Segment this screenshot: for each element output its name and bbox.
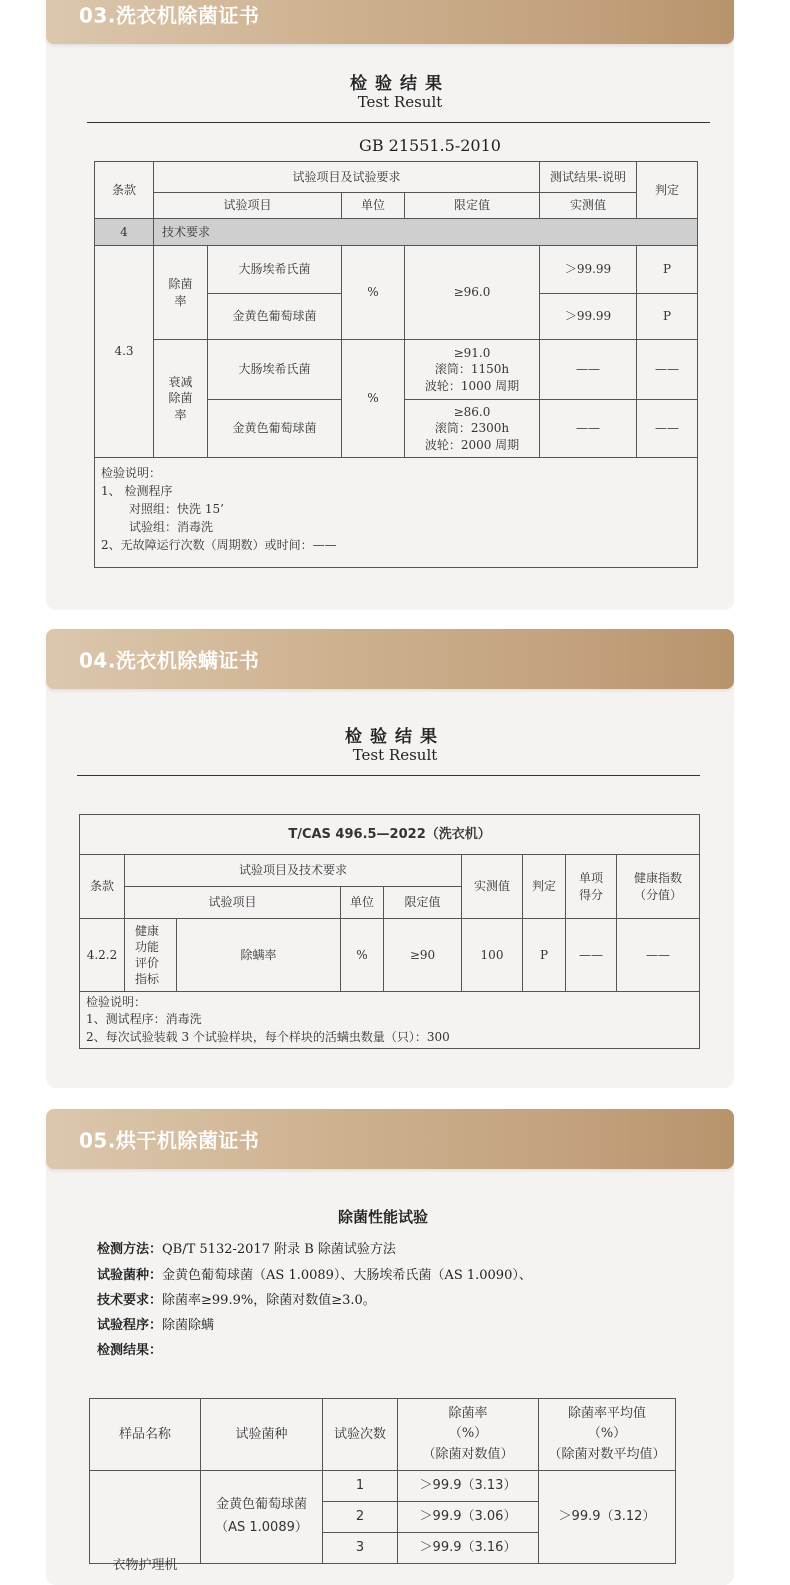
- s03-h-no: 条款: [95, 162, 154, 219]
- s04-judge: P: [523, 919, 566, 992]
- s03-limit-1: ≥96.0: [405, 246, 540, 340]
- s04-standard: T/CAS 496.5—2022（洗衣机）: [80, 815, 700, 855]
- s04-title: 检验结果: [345, 727, 445, 747]
- s03-tech-label: 技术要求: [154, 219, 698, 246]
- s03-limit-2c: 波轮：1000 周期: [424, 378, 520, 393]
- s04-h-health: [617, 855, 700, 919]
- s05-table: [89, 1398, 676, 1574]
- s03-tech-no: 4: [95, 219, 154, 246]
- s05-h-rate-c: （除菌对数值）: [422, 1446, 514, 1462]
- s05-prog-label: 试验程序：: [97, 1318, 163, 1333]
- s04-note-3: 2、每次试验装载 3 个试验样块，每个样块的活螨虫数量（只）：300: [86, 1029, 450, 1044]
- s05-h-rate-b: （%）: [448, 1426, 488, 1442]
- section-03-header-text: 03.洗衣机除菌证书: [79, 3, 260, 28]
- s04-h-single-a: 单项: [578, 871, 603, 886]
- s04-h-items-req: 试验项目及技术要求: [125, 855, 462, 887]
- s03-ecoli-2: 大肠埃希氏菌: [208, 340, 342, 400]
- s03-note-4: 试验组：消毒洗: [129, 520, 214, 534]
- s05-strain-cell: [201, 1471, 323, 1564]
- s04-unit: %: [341, 919, 384, 992]
- s05-sample: [90, 1471, 201, 1574]
- s05-result-label: 检测结果：: [97, 1343, 163, 1358]
- s03-notes: [95, 458, 698, 568]
- s05-strain-row: [97, 1264, 532, 1283]
- section-04-header: [46, 629, 734, 689]
- s03-group1: 除菌率: [154, 246, 208, 340]
- s04-note-2: 1、测试程序：消毒洗: [86, 1012, 202, 1027]
- s04-h-unit: 单位: [341, 887, 384, 919]
- s05-count-3: 3: [323, 1533, 398, 1564]
- s04-h-health-b: （分值）: [634, 887, 683, 902]
- s03-note-1: 检验说明：: [101, 466, 162, 480]
- s04-h-single: [566, 855, 617, 919]
- s03-result-2: ＞99.99: [540, 294, 637, 340]
- s03-unit-2: %: [342, 340, 405, 458]
- s05-req: 除菌率≥99.9%，除菌对数值≥3.0。: [162, 1293, 376, 1308]
- section-05-header: [46, 1109, 734, 1169]
- s03-staph-2: 金黄色葡萄球菌: [208, 400, 342, 458]
- s04-notes: [80, 992, 700, 1049]
- section-03-header: [46, 0, 734, 44]
- s03-limit-3b: 滚筒：2300h: [434, 421, 510, 436]
- s04-limit: ≥90: [384, 919, 462, 992]
- s03-note-3: 对照组：快洗 15’: [129, 502, 224, 516]
- s03-group2: 衰减除菌率: [154, 340, 208, 458]
- s03-judge-1: P: [637, 246, 698, 294]
- s03-h-items-req: 试验项目及试验要求: [154, 162, 540, 193]
- s03-h-judge: 判定: [637, 162, 698, 219]
- s04-single-score: ——: [566, 919, 617, 992]
- s03-standard: GB 21551.5-2010: [359, 136, 501, 155]
- s05-result-row: [97, 1339, 162, 1358]
- s05-rate-3: ＞99.9（3.16）: [398, 1533, 539, 1564]
- s05-method-label: 检测方法：: [97, 1242, 163, 1257]
- s03-note-2: 1、 检测程序: [101, 484, 173, 498]
- s03-h-unit: 单位: [342, 193, 405, 219]
- s05-title: 除菌性能试验: [337, 1208, 428, 1226]
- s03-limit-3: [405, 400, 540, 458]
- s03-result-3: ——: [540, 340, 637, 400]
- s05-rate-1: ＞99.9（3.13）: [398, 1471, 539, 1502]
- s04-h-item: 试验项目: [125, 887, 341, 919]
- s05-strain-a: 金黄色葡萄球菌: [215, 1497, 307, 1513]
- s05-strain-b: （AS 1.0089）: [215, 1520, 308, 1535]
- s05-method-row: [97, 1238, 396, 1257]
- s04-h-no: 条款: [80, 855, 125, 919]
- s05-h-avg: [539, 1399, 676, 1471]
- s04-measured: 100: [462, 919, 523, 992]
- s05-count-1: 1: [323, 1471, 398, 1502]
- s05-rate-2: ＞99.9（3.06）: [398, 1502, 539, 1533]
- s03-ecoli-1: 大肠埃希氏菌: [208, 246, 342, 294]
- s04-h-limit: 限定值: [384, 887, 462, 919]
- s05-method: QB/T 5132-2017 附录 B 除菌试验方法: [162, 1242, 396, 1257]
- s03-limit-2: [405, 340, 540, 400]
- s05-h-avg-c: （除菌对数平均值）: [548, 1446, 666, 1462]
- s05-req-row: [97, 1289, 376, 1308]
- s05-req-label: 技术要求：: [97, 1293, 163, 1308]
- s03-title: 检验结果: [350, 74, 450, 94]
- s03-limit-3c: 波轮：2000 周期: [424, 437, 520, 452]
- s04-clause: 4.2.2: [80, 919, 125, 992]
- s05-h-rate: [398, 1399, 539, 1471]
- s05-h-rate-a: 除菌率: [448, 1406, 488, 1422]
- s04-health-score: ——: [617, 919, 700, 992]
- s05-strain: 金黄色葡萄球菌（AS 1.0089）、大肠埃希氏菌（AS 1.0090）、: [162, 1268, 532, 1283]
- s04-item: 除螨率: [177, 919, 341, 992]
- s03-judge-2: P: [637, 294, 698, 340]
- s03-h-measured: 实测值: [540, 193, 637, 219]
- s03-clause: 4.3: [95, 246, 154, 458]
- s04-h-judge: 判定: [523, 855, 566, 919]
- s04-h-health-a: 健康指数: [634, 871, 683, 886]
- s03-judge-4: ——: [637, 400, 698, 458]
- s04-h-single-b: 得分: [578, 887, 603, 902]
- s05-strain-label: 试验菌种：: [97, 1268, 163, 1283]
- s03-h-item: 试验项目: [154, 193, 342, 219]
- s04-note-1: 检验说明：: [86, 995, 147, 1009]
- s03-limit-2a: ≥91.0: [453, 346, 491, 361]
- s03-note-5: 2、无故障运行次数（周期数）或时间：——: [101, 538, 337, 552]
- s03-result-1: ＞99.99: [540, 246, 637, 294]
- s03-rule: [87, 122, 710, 123]
- section-05-header-text: 05.烘干机除菌证书: [79, 1128, 260, 1153]
- s03-limit-3a: ≥86.0: [453, 405, 491, 420]
- s03-result-4: ——: [540, 400, 637, 458]
- s05-count-2: 2: [323, 1502, 398, 1533]
- s03-h-limit: 限定值: [405, 193, 540, 219]
- s05-sample-text: 衣物护理机: [112, 1558, 178, 1574]
- s03-staph-1: 金黄色葡萄球菌: [208, 294, 342, 340]
- s04-table: [79, 814, 700, 1049]
- s03-subtitle: Test Result: [357, 93, 443, 111]
- s03-unit-1: %: [342, 246, 405, 340]
- s03-h-result-desc: 测试结果-说明: [540, 162, 637, 193]
- s05-h-strain: 试验菌种: [201, 1399, 323, 1471]
- s04-rule: [77, 775, 700, 776]
- s04-group: 健康功能评价指标: [125, 919, 177, 992]
- s03-judge-3: ——: [637, 340, 698, 400]
- s04-h-measured: 实测值: [462, 855, 523, 919]
- s05-h-avg-b: （%）: [587, 1426, 627, 1442]
- s05-avg: ＞99.9（3.12）: [539, 1471, 676, 1564]
- s05-h-avg-a: 除菌率平均值: [567, 1406, 646, 1422]
- s05-h-count: 试验次数: [323, 1399, 398, 1471]
- s03-table: [94, 161, 698, 568]
- s05-prog: 除菌除螨: [162, 1318, 215, 1333]
- s05-h-sample: 样品名称: [90, 1399, 201, 1471]
- s03-limit-2b: 滚筒：1150h: [434, 362, 510, 377]
- s05-prog-row: [97, 1314, 214, 1333]
- s04-subtitle: Test Result: [352, 746, 438, 764]
- section-04-header-text: 04.洗衣机除螨证书: [79, 648, 260, 673]
